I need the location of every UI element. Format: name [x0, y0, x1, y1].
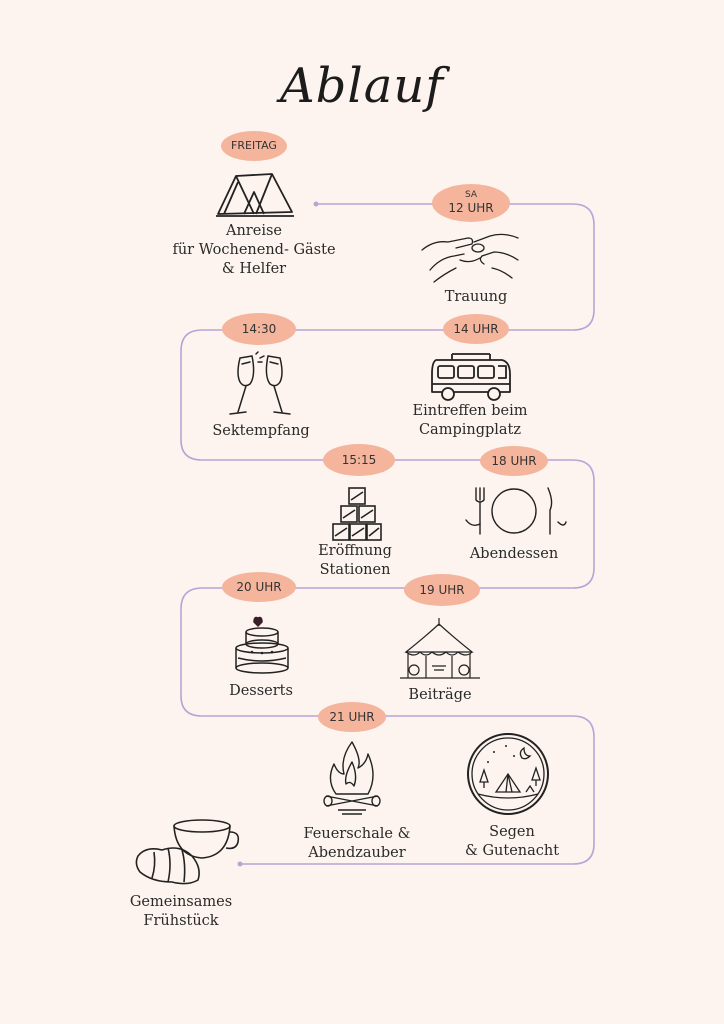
badge-14-uhr-label: 14 UHR — [453, 321, 499, 336]
page-title: Ablauf — [279, 58, 445, 114]
badge-sa-12-uhr — [432, 184, 510, 222]
event-trauung-line1: Trauung — [444, 289, 508, 305]
event-feuerschale — [304, 825, 411, 863]
badge-14-30 — [222, 313, 296, 345]
event-fruehstueck — [130, 893, 232, 931]
badge-14-uhr — [443, 314, 509, 344]
champagne-glasses-icon — [228, 352, 292, 422]
ring-hands-icon — [420, 230, 520, 290]
event-anreise-line2: für Wochenend- Gäste — [172, 241, 336, 258]
event-sektempfang — [212, 422, 309, 441]
badge-freitag-label: FREITAG — [231, 139, 277, 153]
night-camp-badge-icon — [466, 732, 550, 816]
stacked-cans-icon — [331, 486, 383, 544]
badge-14-30-label: 14:30 — [241, 321, 277, 336]
event-eintreffen — [413, 402, 528, 440]
badge-15-15 — [323, 444, 395, 476]
event-feuerschale-line1: Feuerschale & — [303, 826, 411, 842]
event-beitraege-line1: Beiträge — [408, 687, 472, 703]
campfire-icon — [322, 740, 382, 820]
badge-19-uhr-label: 19 UHR — [419, 582, 465, 597]
badge-20-uhr — [222, 572, 296, 602]
badge-20-uhr-label: 20 UHR — [236, 579, 282, 594]
event-segen-line2: & Gutenacht — [464, 842, 560, 859]
tent-icon — [214, 170, 296, 218]
event-eroeffnung-line1: Eröffnung — [318, 543, 392, 559]
coffee-croissant-icon — [132, 816, 242, 888]
badge-18-uhr-label: 18 UHR — [491, 453, 537, 468]
badge-freitag — [221, 131, 287, 161]
event-sektempfang-line1: Sektempfang — [212, 423, 310, 439]
marquee-tent-icon — [396, 616, 482, 682]
event-trauung — [445, 288, 508, 307]
event-fruehstueck-line2: Frühstück — [143, 912, 219, 929]
event-beitraege — [408, 686, 471, 705]
badge-21-uhr — [318, 702, 386, 732]
event-eroeffnung-line2: Stationen — [319, 561, 391, 578]
badge-12-uhr-label: 12 UHR — [448, 201, 494, 216]
badge-sa-label: SA — [464, 190, 478, 201]
event-anreise-line1: Anreise — [226, 223, 282, 239]
event-desserts-line1: Desserts — [229, 683, 293, 699]
event-eroeffnung — [318, 542, 392, 580]
badge-19-uhr — [404, 574, 480, 606]
event-abendessen — [470, 545, 558, 564]
event-fruehstueck-line1: Gemeinsames — [129, 894, 233, 910]
event-anreise — [172, 222, 335, 279]
event-segen — [465, 823, 559, 861]
event-anreise-line3: & Helfer — [221, 260, 287, 277]
event-abendessen-line1: Abendessen — [469, 546, 559, 562]
event-eintreffen-line2: Campingplatz — [418, 421, 522, 438]
event-desserts — [229, 682, 293, 701]
badge-15-15-label: 15:15 — [341, 452, 377, 467]
plate-cutlery-icon — [462, 484, 566, 538]
camper-van-icon — [428, 352, 514, 404]
cake-icon — [232, 614, 292, 676]
event-feuerschale-line2: Abendzauber — [308, 844, 406, 861]
badge-18-uhr — [480, 446, 548, 476]
badge-21-uhr-label: 21 UHR — [329, 709, 375, 724]
event-segen-line1: Segen — [489, 824, 535, 840]
event-eintreffen-line1: Eintreffen beim — [412, 403, 528, 419]
